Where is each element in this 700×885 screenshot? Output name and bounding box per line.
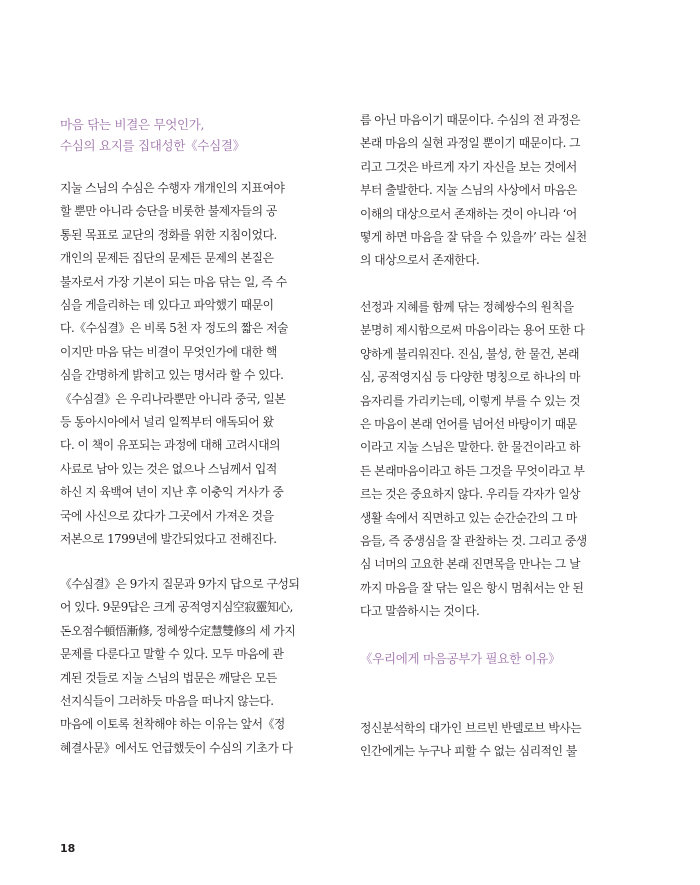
text-line: 리고 그것은 바르게 자기 자신을 보는 것에서 bbox=[360, 159, 577, 174]
paragraph bbox=[360, 109, 587, 273]
text-line: 사료로 남아 있는 것은 없으나 스님께서 입적 bbox=[60, 461, 277, 476]
text-line: 름 아닌 마음이기 때문이다. 수심의 전 과정은 bbox=[360, 113, 581, 127]
text-line: 다.《수심결》은 비록 5천 자 정도의 짧은 저술 bbox=[60, 321, 288, 336]
text-line: 든 본래마음이라고 하든 그것을 무엇이라고 부 bbox=[360, 463, 585, 478]
text-line: 은 마음이 본래 언어를 넘어선 바탕이기 때문 bbox=[360, 417, 577, 432]
text-line: 심을 간명하게 밝히고 있는 명서라 할 수 있다. bbox=[60, 368, 284, 383]
text-line: 어 있다. 9문9답은 크게 공적영지심空寂靈知心, bbox=[60, 600, 293, 615]
text-line: 심, 공적영지심 등 다양한 명칭으로 하나의 마 bbox=[360, 370, 581, 385]
text-line: 하신 지 육백여 년이 지난 후 이충익 거사가 중 bbox=[60, 485, 284, 500]
section-heading bbox=[360, 648, 560, 669]
text-line: 다고 말씀하시는 것이다. bbox=[360, 604, 480, 619]
paragraph bbox=[360, 296, 587, 624]
text-line: 불자로서 가장 기본이 되는 마음 닦는 일, 즉 수 bbox=[60, 274, 287, 289]
text-line: 심을 게을리하는 데 있다고 파악했기 때문이 bbox=[60, 298, 274, 313]
text-line: 분명히 제시함으로써 마음이라는 용어 또한 다 bbox=[360, 323, 585, 338]
text-line: 인간에게는 누구나 피할 수 없는 심리적인 불 bbox=[360, 744, 577, 759]
text-line: 계된 것들로 지눌 스님의 법문은 깨달은 모든 bbox=[60, 670, 277, 685]
text-line: 국에 사신으로 갔다가 그곳에서 가져온 것을 bbox=[60, 508, 274, 523]
text-line: 이라고 지눌 스님은 말한다. 한 물건이라고 하 bbox=[360, 440, 581, 455]
text-line: 다. 이 책이 유포되는 과정에 대해 고려시대의 bbox=[60, 438, 281, 453]
page-number: 18 bbox=[60, 842, 76, 855]
text-line: 등 동아시아에서 널리 일찍부터 애독되어 왔 bbox=[60, 415, 274, 430]
text-line: 르는 것은 중요하지 않다. 우리들 각자가 일상 bbox=[360, 487, 581, 502]
text-line: 저본으로 1799년에 발간되었다고 전해진다. bbox=[60, 532, 277, 547]
paragraph bbox=[60, 177, 288, 552]
heading-line: 수심의 요지를 집대성한《수심결》 bbox=[60, 138, 245, 153]
text-line: 부터 출발한다. 지눌 스님의 사상에서 마음은 bbox=[360, 183, 577, 198]
text-line: 의 대상으로서 존재한다. bbox=[360, 253, 480, 268]
text-line: 이해의 대상으로서 존재하는 것이 아니라 ‘어 bbox=[360, 206, 577, 221]
text-line: 문제를 다룬다고 말할 수 있다. 모두 마음에 관 bbox=[60, 647, 284, 662]
text-line: 까지 마음을 잘 닦는 일은 항시 멈춰서는 안 된 bbox=[360, 580, 584, 595]
paragraph bbox=[60, 573, 299, 760]
heading-line: 《우리에게 마음공부가 필요한 이유》 bbox=[360, 651, 561, 666]
text-line: 할 뿐만 아니라 승단을 비롯한 불제자들의 공 bbox=[60, 204, 277, 219]
text-line: 음자리를 가리키는데, 이렇게 부를 수 있는 것 bbox=[360, 393, 581, 408]
text-line: 《수심결》은 9가지 질문과 9가지 답으로 구성되 bbox=[60, 577, 300, 591]
text-line: 정신분석학의 대가인 브르빈 반델로브 박사는 bbox=[360, 721, 582, 735]
text-line: 통된 목표로 교단의 정화를 위한 지침이었다. bbox=[60, 227, 277, 242]
text-line: 돈오점수頓悟漸修, 정혜쌍수定慧雙修의 세 가지 bbox=[60, 623, 296, 638]
text-line: 생활 속에서 직면하고 있는 순간순간의 그 마 bbox=[360, 510, 577, 525]
text-line: 지눌 스님의 수심은 수행자 개개인의 지표여야 bbox=[60, 181, 285, 195]
paragraph bbox=[360, 717, 581, 764]
text-line: 심 너머의 고요한 본래 진면목을 만나는 그 날 bbox=[360, 557, 581, 572]
text-line: 떻게 하면 마음을 잘 닦을 수 있을까’ 라는 실천 bbox=[360, 230, 587, 245]
text-line: 선정과 지혜를 함께 닦는 정혜쌍수의 원칙을 bbox=[360, 300, 574, 314]
section-heading bbox=[60, 114, 245, 156]
text-line: 개인의 문제든 집단의 문제든 문제의 본질은 bbox=[60, 251, 274, 266]
text-line: 《수심결》은 우리나라뿐만 아니라 중국, 일본 bbox=[60, 391, 286, 406]
text-line: 음들, 즉 중생심을 잘 관찰하는 것. 그리고 중생 bbox=[360, 534, 587, 549]
text-line: 혜결사문》에서도 언급했듯이 수심의 기초가 다 bbox=[60, 740, 293, 755]
text-line: 선지식들이 그러하듯 마음을 떠나지 않는다. bbox=[60, 694, 274, 709]
text-line: 본래 마음의 실현 과정일 뿐이기 때문이다. 그 bbox=[360, 136, 581, 151]
heading-line: 마음 닦는 비결은 무엇인가, bbox=[60, 117, 205, 132]
text-line: 마음에 이토록 천착해야 하는 이유는 앞서《정 bbox=[60, 717, 285, 732]
text-line: 양하게 불리워진다. 진심, 불성, 한 물건, 본래 bbox=[360, 346, 580, 361]
text-line: 이지만 마음 닦는 비결이 무엇인가에 대한 핵 bbox=[60, 344, 277, 359]
